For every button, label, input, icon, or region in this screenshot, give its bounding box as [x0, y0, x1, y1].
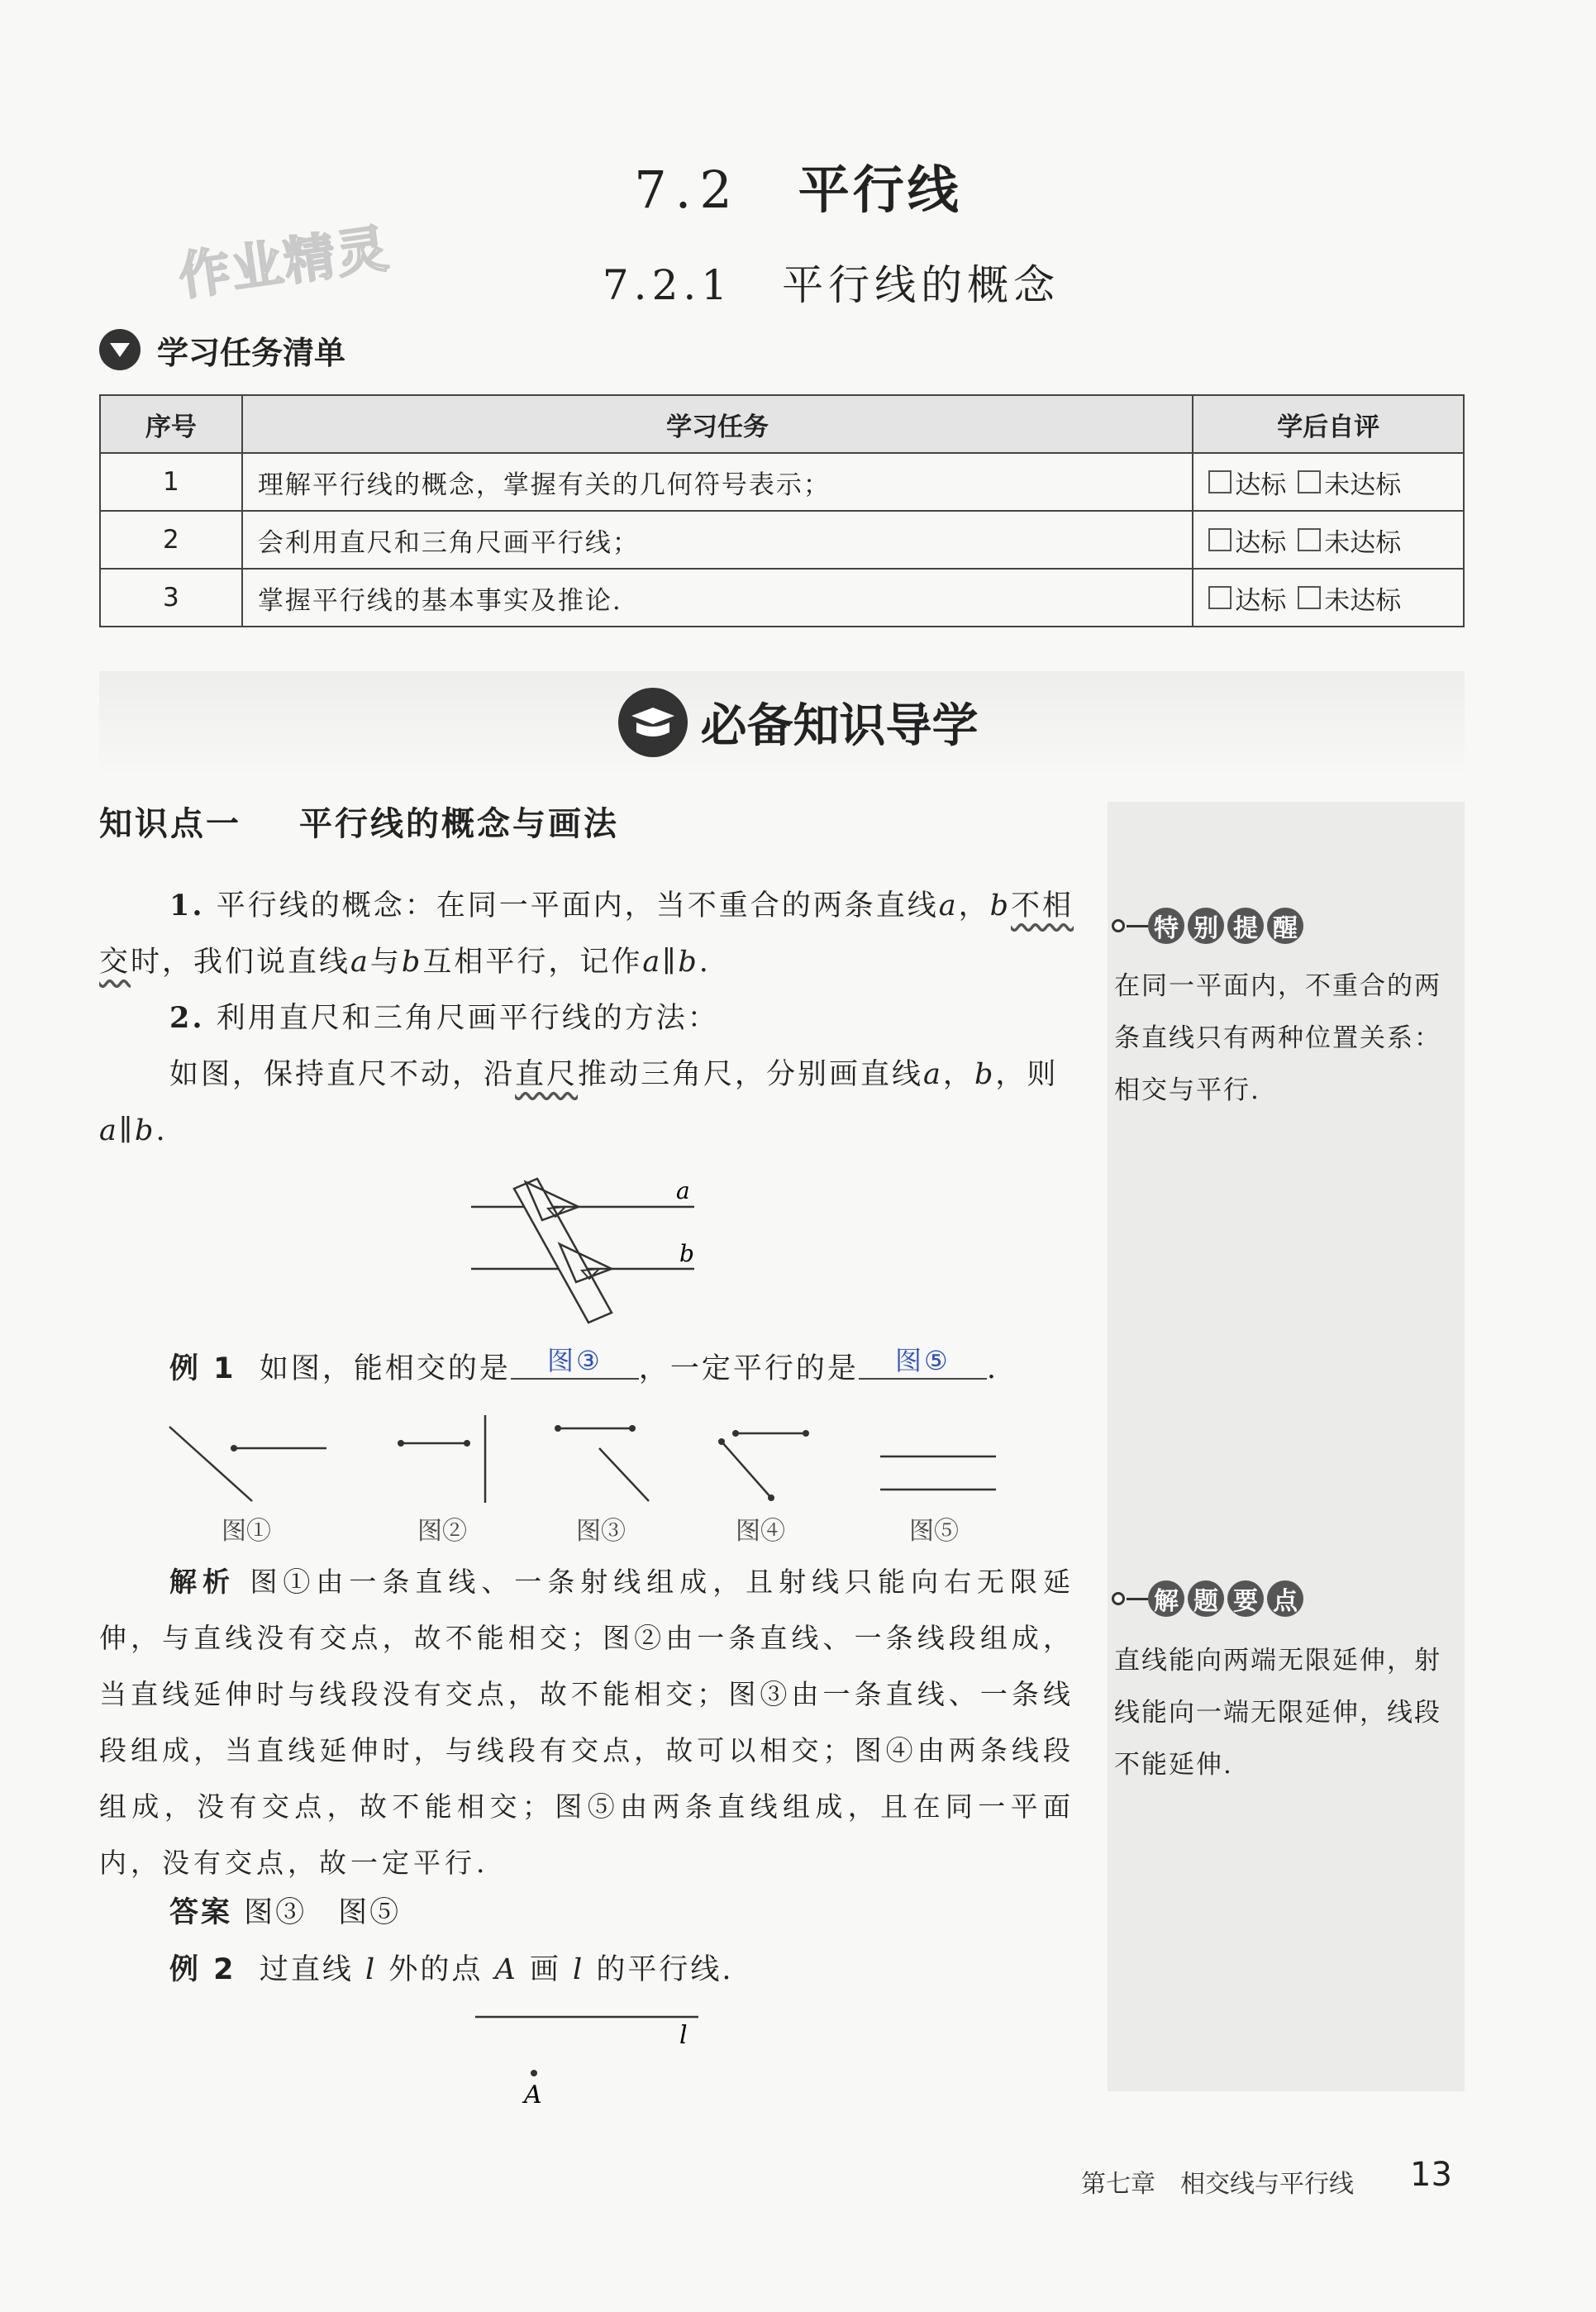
row-self-eval [1193, 453, 1464, 511]
question-text: 如图，能相交的是 [259, 1352, 511, 1385]
not-met-checkbox[interactable] [1298, 464, 1401, 501]
var: a [923, 1058, 943, 1091]
table-row [100, 511, 1464, 569]
column-header-self-eval: 学后自评 [1193, 395, 1464, 453]
table-header-row [100, 395, 1464, 453]
var: a [938, 889, 959, 922]
solution-label: 解析 [169, 1566, 236, 1598]
example-label: 例 1 [169, 1352, 236, 1385]
book-icon [618, 688, 688, 757]
solution-text: 图①由一条直线、一条射线组成，且射线只能向右无限延伸，与直线没有交点，故不能相交；图②由一条直线、一条线段组成，当直线延伸时与线段没有交点，故不能相交；图③由一条直线、一条线段组成，当直线延伸时，与线段有交点，故可以相交；图④由两条线段组成，没有交点，故不能相交；图⑤由两条直线组成，且在同一平面内，没有交点，故一定平行. [99, 1566, 1075, 1879]
paragraph-method [169, 990, 719, 1046]
text: ，则 [995, 1058, 1059, 1091]
checkbox-icon [1298, 470, 1321, 493]
item-number: 2. [169, 1001, 205, 1035]
var: b [989, 889, 1011, 922]
subsection-title-text: 平行线的概念 [782, 261, 1060, 309]
section-number: 7.2 [634, 160, 741, 220]
emphasis: 直尺 [515, 1058, 579, 1091]
row-task: 理解平行线的概念，掌握有关的几何符号表示； [242, 453, 1193, 511]
subsection-title [0, 252, 1596, 312]
knowledge-point-name: 平行线的概念与画法 [299, 804, 619, 843]
not-met-label: 未达标 [1324, 527, 1402, 558]
label-A: A [524, 2081, 542, 2109]
tag-char: 点 [1267, 1580, 1303, 1617]
task-list-heading [99, 329, 345, 370]
tip-tag-special-reminder [1112, 908, 1307, 944]
label-a: a [676, 1177, 690, 1204]
fig1-line [169, 1427, 252, 1501]
not-met-checkbox[interactable] [1298, 579, 1401, 617]
example1-figures [161, 1415, 1012, 1506]
page-number: 13 [1410, 2156, 1452, 2194]
section-banner [0, 688, 1596, 757]
dot-icon [1112, 1592, 1125, 1605]
checkbox-icon [1298, 586, 1321, 609]
not-met-label: 未达标 [1324, 585, 1402, 616]
example-label: 例 2 [169, 1953, 236, 1986]
task-list-heading-text: 学习任务清单 [157, 334, 346, 371]
chevron-down-icon [99, 329, 141, 370]
figure-caption-4: 图④ [736, 1517, 785, 1546]
table-row [100, 453, 1464, 511]
item-number: 1. [169, 889, 205, 922]
dot-icon [1112, 919, 1125, 932]
figure-caption-2: 图② [417, 1517, 467, 1546]
answer-text: 图③ 图⑤ [244, 1896, 402, 1929]
banner-title: 必备知识导学 [700, 699, 979, 753]
text: 时，我们说直线 [131, 946, 351, 979]
solution [99, 1554, 1074, 1891]
table-row [100, 569, 1464, 627]
met-label: 达标 [1235, 470, 1287, 500]
tag-char: 题 [1188, 1580, 1224, 1617]
tag-line [1127, 1598, 1148, 1600]
column-header-task: 学习任务 [242, 395, 1193, 453]
notation: a∥b [642, 946, 699, 979]
point-A [531, 2070, 537, 2076]
row-self-eval [1193, 511, 1464, 569]
tip-special-reminder-text: 在同一平面内，不重合的两条直线只有两种位置关系：相交与平行. [1114, 971, 1441, 1105]
paragraph-method-detail [99, 1046, 1074, 1159]
watermark-logo: 作业精灵 [174, 217, 393, 307]
section-title [0, 149, 1596, 222]
met-checkbox[interactable] [1208, 579, 1286, 617]
text: . [698, 946, 711, 979]
fig4-segment2 [722, 1442, 771, 1498]
text: 推动三角尺，分别画直线 [578, 1058, 924, 1091]
tip-tag-key-points [1112, 1580, 1307, 1617]
tag-char: 醒 [1267, 908, 1303, 944]
tag-char: 别 [1188, 908, 1224, 944]
text: ， [958, 889, 990, 922]
text: 的平行线. [596, 1953, 734, 1986]
text: 过直线 [259, 1953, 354, 1986]
paragraph-definition [99, 878, 1074, 990]
text: 利用直尺和三角尺画平行线的方法： [216, 1002, 719, 1035]
tag-char: 提 [1227, 908, 1264, 944]
var: b [401, 946, 423, 979]
var: l [573, 1953, 585, 1986]
not-met-checkbox[interactable] [1298, 522, 1401, 559]
tag-line [1127, 925, 1148, 927]
row-task: 会利用直尺和三角尺画平行线； [242, 511, 1193, 569]
not-met-label: 未达标 [1324, 470, 1402, 500]
subsection-number: 7.2.1 [602, 261, 733, 309]
figure-caption-3: 图③ [576, 1517, 626, 1546]
notation: a∥b [99, 1114, 156, 1147]
text: . [155, 1114, 168, 1147]
tip-key-points-text: 直线能向两端无限延伸，射线能向一端无限延伸，线段不能延伸. [1114, 1646, 1441, 1780]
fig3-line [599, 1448, 649, 1501]
example-1 [169, 1346, 998, 1388]
text: 平行线的概念：在同一平面内，当不重合的两条直线 [216, 889, 939, 922]
ruler-triangle-figure [463, 1166, 711, 1339]
met-label: 达标 [1235, 585, 1287, 616]
row-number: 1 [100, 453, 242, 511]
row-number: 3 [100, 569, 242, 627]
checkbox-icon [1298, 528, 1321, 551]
answer [169, 1890, 401, 1931]
row-self-eval [1193, 569, 1464, 627]
text: 如图，保持直尺不动，沿 [169, 1058, 516, 1091]
row-task: 掌握平行线的基本事实及推论. [242, 569, 1193, 627]
question-text: . [986, 1352, 998, 1385]
checkbox-icon [1208, 586, 1232, 609]
text: 画 [529, 1953, 561, 1986]
row-number: 2 [100, 511, 242, 569]
checkbox-icon [1208, 470, 1232, 493]
knowledge-point-title [99, 798, 619, 845]
tag-char: 解 [1148, 1580, 1184, 1617]
emphasis: 不相交 [99, 889, 1074, 979]
text: 外的点 [388, 1953, 484, 1986]
met-checkbox[interactable] [1208, 464, 1286, 501]
example2-figure [463, 2000, 711, 2116]
figure-caption-5: 图⑤ [909, 1517, 959, 1546]
question-text: ，一定平行的是 [638, 1352, 859, 1385]
knowledge-point-prefix: 知识点一 [99, 804, 241, 843]
met-label: 达标 [1235, 527, 1287, 558]
tag-char: 特 [1148, 908, 1184, 944]
var: b [974, 1058, 996, 1091]
text: 与 [369, 946, 402, 979]
footer-chapter: 第七章 相交线与平行线 [1081, 2170, 1354, 2199]
var: A [494, 1953, 518, 1986]
var: a [350, 946, 370, 979]
section-title-text: 平行线 [798, 160, 962, 220]
task-table [99, 394, 1465, 627]
tag-char: 要 [1227, 1580, 1264, 1617]
met-checkbox[interactable] [1208, 522, 1286, 559]
figure-caption-1: 图① [222, 1517, 271, 1546]
text: ， [942, 1058, 974, 1091]
text: 互相平行，记作 [422, 946, 643, 979]
example-2 [169, 1947, 734, 1988]
column-header-no: 序号 [100, 395, 242, 453]
var: l [364, 1953, 378, 1986]
label-b: b [679, 1240, 694, 1267]
answer-blank-intersect: 图③ [511, 1340, 639, 1380]
label-l: l [679, 2021, 688, 2050]
answer-blank-parallel: 图⑤ [859, 1340, 987, 1380]
answer-label: 答案 [169, 1896, 233, 1929]
checkbox-icon [1208, 528, 1232, 551]
